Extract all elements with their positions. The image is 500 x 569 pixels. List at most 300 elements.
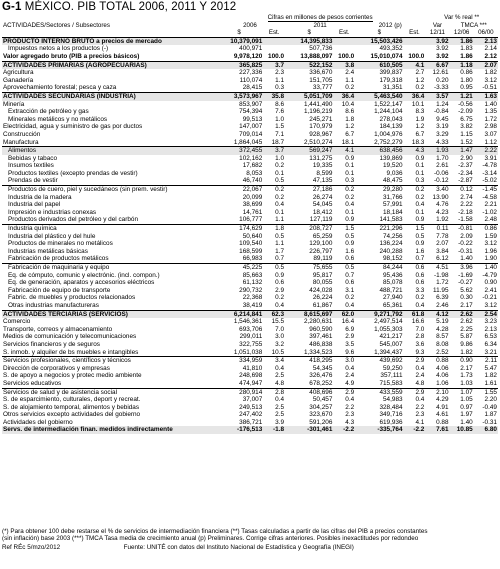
row-rate: 10.85 [450, 426, 474, 434]
table-row [2, 139, 498, 147]
row-rate: 4.28 [436, 325, 449, 333]
row-value: 545,007 [379, 340, 403, 348]
row-rate: 1.92 [425, 216, 449, 224]
row-share: 7.0 [275, 325, 285, 333]
row-rate: 1.21 [450, 92, 474, 100]
row-rate: 0.90 [484, 279, 497, 287]
row-rate: 2.09 [460, 232, 473, 240]
row-rate: -0.12 [425, 177, 449, 185]
table-row [2, 396, 498, 404]
row-value: 170,979 [309, 123, 333, 131]
row-rate: 3.07 [484, 130, 497, 138]
row-rate: 3.12 [474, 302, 498, 310]
row-label: Eq. de cómputo, comunic y electrónic. (incl. compon.) [8, 271, 160, 279]
row-rate: 6.75 [460, 115, 473, 123]
row-rate: 1.70 [436, 154, 449, 162]
row-share: 3.1 [345, 286, 355, 294]
row-value: 27,940 [383, 294, 403, 302]
row-rate: 1.83 [460, 45, 473, 53]
row-label: Industria del plástico y del hule [8, 232, 96, 240]
row-value: 54,345 [312, 364, 333, 372]
row-value: 328,484 [379, 403, 403, 411]
row-rate: 4.06 [436, 372, 449, 380]
row-rate: 9.86 [460, 340, 473, 348]
row-rate: 4.06 [436, 364, 449, 372]
row-share: 1.5 [345, 225, 355, 233]
row-label: PRODUCTO INTERNO BRUTO a precios de mercado [2, 37, 215, 45]
row-value: 2,280,631 [303, 318, 333, 326]
table-row [2, 37, 498, 45]
row-share: 0.2 [275, 193, 285, 201]
row-share: 1.0 [275, 154, 285, 162]
row-value: 1,055,303 [374, 325, 403, 333]
row-rate: 2.07 [474, 61, 498, 69]
row-share: 0.3 [404, 177, 426, 185]
row-share: 1.6 [345, 247, 355, 255]
row-label: Productos textiles (excepto prendas de vestir) [8, 169, 138, 177]
row-share: 1.8 [345, 115, 355, 123]
row-rate: 2.90 [460, 154, 473, 162]
row-share [404, 45, 426, 53]
row-share: 0.2 [275, 186, 285, 194]
row-share: 0.4 [333, 302, 355, 310]
row-value: 610,505 [355, 61, 403, 69]
row-label: Fabricación de maquinaria y equipo [8, 264, 110, 271]
row-rate: 0.86 [460, 69, 473, 77]
row-share: 0.3 [263, 84, 285, 92]
row-rate: -3.33 [425, 84, 449, 92]
footer-source: Fuente: UNITÉ con datos del Instituto Nacional de Estadística y Geografía (INEGI) [123, 543, 354, 551]
row-value: 13,888,097 [285, 53, 333, 61]
row-value: 89,119 [285, 255, 333, 263]
row-label: Bebidas y tabaco [8, 154, 58, 162]
row-share: 0.4 [275, 396, 285, 404]
table-row [2, 365, 498, 373]
row-rate: 1.47 [450, 147, 474, 155]
row-value: 19,335 [312, 162, 333, 170]
row-rate: 5.19 [436, 318, 449, 326]
row-share: 0.7 [404, 255, 426, 263]
row-value: 109,540 [239, 240, 263, 248]
row-rate: 2.22 [474, 147, 498, 155]
table-row [2, 333, 498, 341]
row-rate: 1.97 [460, 411, 473, 419]
row-share: 0.4 [415, 201, 425, 209]
table-row [2, 349, 498, 357]
row-share [333, 45, 355, 53]
row-rate: 2.11 [485, 357, 497, 365]
row-label: Medios de comunicación y telecomunicaciones [3, 333, 137, 341]
row-value: 54,983 [383, 396, 403, 404]
row-value: 421,217 [379, 333, 403, 341]
header-2012: 2012 (p) [378, 21, 402, 29]
row-share: 0.1 [415, 162, 425, 170]
row-label: S. inmob. y alquiler de bs muebles e intangibles [2, 349, 215, 357]
row-label: S. de apoyo a negocios y protec medio ambiente [3, 372, 142, 380]
footer-source-line [2, 544, 498, 551]
row-share: 2.9 [345, 388, 355, 396]
row-share: 2.5 [275, 403, 285, 411]
row-value: 245,271 [309, 115, 333, 123]
row-value: 48,475 [355, 177, 403, 185]
row-rate: 3.21 [474, 349, 498, 357]
row-rate: 0.11 [436, 225, 449, 233]
row-rate: -0.27 [458, 279, 473, 287]
row-share [333, 37, 355, 45]
row-share: 1.7 [275, 247, 285, 255]
row-share: 2.2 [345, 403, 355, 411]
row-value: -335,764 [355, 426, 403, 434]
row-value: 569,247 [285, 147, 333, 155]
row-value: 19,520 [383, 162, 403, 170]
row-value: 326,476 [309, 372, 333, 380]
table-row [2, 388, 498, 396]
row-value: 638,456 [355, 147, 403, 155]
row-label: Minerales metálicos y no metálicos [8, 115, 108, 123]
row-rate: 3.96 [460, 264, 473, 271]
table-row [2, 426, 498, 434]
row-rate: 1.86 [450, 37, 474, 45]
row-share: 0.2 [415, 294, 425, 302]
row-value: 50,457 [312, 396, 333, 404]
table-row [2, 131, 498, 139]
row-value: 715,583 [355, 380, 403, 388]
row-value: 66,983 [215, 255, 263, 263]
row-value: 323,670 [309, 411, 333, 419]
row-rate: 3.92 [425, 37, 449, 45]
row-share: 16.6 [411, 318, 425, 326]
row-rate: 1.24 [436, 100, 449, 108]
row-rate: 1.61 [474, 380, 498, 388]
row-share: 3.7 [263, 147, 285, 155]
row-share: 0.2 [333, 84, 355, 92]
row-share: 1.2 [415, 76, 425, 84]
row-label: Prendas de vestir [2, 177, 215, 185]
row-share: 4.3 [404, 147, 426, 155]
row-label: Dirección de corporativos y empresas [3, 364, 110, 372]
table-row [2, 326, 498, 334]
row-rate: 4.91 [436, 403, 449, 411]
row-value: 18,184 [383, 208, 403, 216]
row-value: 95,817 [312, 271, 333, 279]
row-value: 418,295 [309, 357, 333, 365]
row-share: 0.9 [345, 240, 355, 248]
row-share: 0.4 [275, 201, 285, 209]
row-value: 174,629 [239, 225, 263, 233]
row-share: 16.4 [341, 318, 355, 326]
row-value: 84,244 [383, 264, 403, 271]
row-rate: 1.82 [450, 349, 474, 357]
row-rate: -1.45 [482, 186, 497, 194]
row-value: 15,010,074 [355, 53, 403, 61]
row-label: Fabric. de muebles y productos relacionados [8, 294, 136, 302]
row-value: 2,497,514 [374, 318, 403, 326]
row-share [263, 37, 285, 45]
row-value: 50,640 [242, 232, 263, 240]
row-share: 35.8 [263, 92, 285, 100]
row-value: 168,599 [239, 247, 263, 255]
row-label: Servicios educativos [2, 380, 215, 388]
row-value: 65,361 [355, 302, 403, 310]
row-share: 10.4 [341, 100, 355, 108]
row-rate: 2.62 [460, 318, 473, 326]
row-value: -176,513 [215, 426, 263, 434]
row-value: 8,053 [246, 169, 263, 177]
row-share: 2.5 [275, 411, 285, 419]
row-rate: 4.23 [436, 208, 449, 216]
row-value: 85,078 [383, 279, 403, 287]
row-rate: 0.88 [436, 418, 449, 426]
row-share: 8.6 [345, 108, 355, 116]
row-value: 37,007 [242, 396, 263, 404]
row-value: 8,599 [316, 169, 333, 177]
col-2011-value: $ [285, 29, 333, 37]
row-value: 486,838 [309, 340, 333, 348]
row-value: 33,777 [285, 84, 333, 92]
table-row [2, 194, 498, 202]
row-rate: 2.13 [484, 325, 497, 333]
row-share: 0.1 [415, 169, 425, 177]
row-share: 4.8 [263, 380, 285, 388]
row-share: 4.9 [333, 380, 355, 388]
row-value: 6,214,841 [215, 310, 263, 318]
header-row-3 [2, 29, 498, 37]
row-rate: 0.88 [436, 357, 449, 365]
row-value: 386,721 [239, 418, 263, 426]
row-rate: -0.84 [433, 108, 449, 116]
row-share: 0.9 [275, 271, 285, 279]
row-value: 20,099 [242, 193, 263, 201]
row-value: 247,402 [239, 411, 263, 419]
table-row [2, 186, 498, 194]
row-rate: 1.86 [450, 53, 474, 61]
row-share: 0.6 [415, 264, 425, 271]
row-rate: 3.29 [436, 130, 449, 138]
row-share: 2.3 [415, 411, 425, 419]
row-share: 2.4 [345, 69, 355, 77]
row-value: 1,441,490 [303, 100, 333, 108]
row-label: Otras industrias manufactureras [2, 302, 215, 310]
table-body [2, 37, 498, 434]
row-share: 0.1 [345, 169, 355, 177]
row-share: 0.1 [345, 208, 355, 216]
row-share: 0.2 [415, 193, 425, 201]
row-value: 41,810 [242, 364, 263, 372]
row-value: 208,727 [309, 225, 333, 233]
row-share: 0.2 [345, 294, 355, 302]
row-rate: 8.57 [436, 333, 449, 341]
row-value: 22,368 [242, 294, 263, 302]
row-rate: -0.31 [482, 418, 497, 426]
row-share: 0.2 [275, 162, 285, 170]
row-share: 2.4 [345, 372, 355, 380]
table-row [2, 147, 498, 155]
row-rate: -0.06 [433, 169, 449, 177]
row-value: 9,271,792 [355, 310, 403, 318]
row-label: Servicios financieros y de seguros [3, 340, 100, 348]
row-label: Industria de la madera [8, 193, 72, 201]
row-rate: -1.69 [458, 271, 473, 279]
row-label: Fabricación de equipo de transporte [8, 286, 111, 294]
table-row [2, 419, 498, 427]
row-rate: 1.40 [450, 255, 474, 263]
header-var: Var [432, 21, 443, 29]
row-label: ACTIVIDADES SECUNDARIAS (INDUSTRIA) [2, 92, 215, 100]
row-share: -1.8 [263, 426, 285, 434]
row-label: Servs. de intermediación finan. medidos indirectamente [2, 426, 215, 434]
row-rate: 2.62 [450, 310, 474, 318]
table-row [2, 84, 498, 92]
row-value: 3,573,967 [215, 92, 263, 100]
row-share: 0.5 [263, 177, 285, 185]
row-share: 0.7 [345, 271, 355, 279]
row-share: 100.0 [263, 53, 285, 61]
row-rate: 6.39 [436, 294, 449, 302]
row-rate: 1.52 [450, 139, 474, 147]
row-rate: 4.76 [436, 201, 449, 209]
row-value: 249,513 [239, 403, 263, 411]
row-rate: 0.95 [450, 84, 474, 92]
row-label: Electricidad, agua y suministro de gas por ductos [3, 123, 143, 131]
row-value: 522,152 [285, 61, 333, 69]
row-rate: 0.20 [436, 76, 449, 84]
table-row [2, 116, 498, 124]
row-rate: 9.45 [436, 115, 449, 123]
row-rate: 12.61 [432, 69, 449, 77]
row-value: 928,967 [309, 130, 333, 138]
row-value: 853,907 [239, 100, 263, 108]
row-rate: 1.40 [484, 264, 497, 271]
row-value: 278,043 [379, 115, 403, 123]
row-share: 0.1 [275, 169, 285, 177]
row-share: 9.6 [333, 349, 355, 357]
row-value: 61,867 [285, 302, 333, 310]
row-share: 0.1 [415, 208, 425, 216]
row-value: 179,318 [379, 76, 403, 84]
row-share: 3.7 [263, 61, 285, 69]
row-rate: 4.29 [436, 396, 449, 404]
title-text: MÉXICO. PIB TOTAL 2006, 2011 Y 2012 [24, 1, 237, 13]
row-share: 2.9 [275, 286, 285, 294]
row-label: Impuestos netos a los productos (-) [8, 45, 109, 53]
row-value: 322,755 [239, 340, 263, 348]
row-rate: 0.30 [460, 294, 473, 302]
row-value: 59,250 [383, 364, 403, 372]
col-tmca-12-06: 12/06 [450, 29, 474, 37]
row-value: 22,067 [242, 186, 263, 194]
row-share: 0.4 [275, 364, 285, 372]
row-rate: -2.34 [458, 169, 473, 177]
row-share: 0.7 [263, 255, 285, 263]
table-row [2, 69, 498, 77]
table-row [2, 372, 498, 380]
row-rate: 2.54 [474, 310, 498, 318]
row-value: 227,336 [239, 69, 263, 77]
row-value: 151,705 [309, 76, 333, 84]
row-rate: 2.17 [460, 364, 473, 372]
table-row [2, 216, 498, 224]
row-rate: 3.40 [436, 186, 449, 194]
row-value: 493,352 [379, 45, 403, 53]
row-rate: 1.73 [460, 372, 473, 380]
row-share: 15.5 [271, 318, 285, 326]
row-value: 488,721 [379, 286, 403, 294]
row-share: 1.1 [345, 76, 355, 84]
row-label: S. de esparcimiento, culturales, deport y recreat. [3, 396, 141, 404]
row-value: 439,692 [379, 357, 403, 365]
row-value: 85,663 [242, 271, 263, 279]
row-value: 1,051,038 [215, 349, 263, 357]
row-share: 2.9 [415, 388, 425, 396]
table-row [2, 92, 498, 100]
row-rate: 1.87 [484, 411, 497, 419]
row-value: 127,119 [285, 216, 333, 224]
table-row [2, 404, 498, 412]
row-value: 507,736 [309, 45, 333, 53]
row-value: 31,766 [383, 193, 403, 201]
row-share: 2.5 [275, 372, 285, 380]
row-share: 2.7 [415, 69, 425, 77]
row-share: 2.2 [415, 403, 425, 411]
row-share: 0.5 [275, 232, 285, 240]
row-value: 131,275 [309, 154, 333, 162]
row-value: 709,014 [239, 130, 263, 138]
row-label: Alimentos [2, 147, 215, 155]
row-rate: 2.14 [484, 45, 497, 53]
row-value: 1,394,437 [355, 349, 403, 357]
row-label: Fabricación de productos metálicos [2, 255, 215, 263]
row-label: Valor agregado bruto (PIB a precios básicos) [2, 53, 215, 61]
row-value: 38,699 [242, 201, 263, 209]
row-share: 18.3 [404, 139, 426, 147]
row-value: 304,257 [309, 403, 333, 411]
row-value: 408,696 [309, 388, 333, 396]
row-label: Transporte, correos y almacenamiento [3, 325, 113, 333]
table-row [2, 411, 498, 419]
table-row [2, 380, 498, 388]
row-value: 349,716 [379, 411, 403, 419]
table-row [2, 177, 498, 185]
row-label: ACTIVIDADES PRIMARIAS (AGROPECUARIAS) [2, 61, 215, 69]
table-row [2, 233, 498, 241]
row-share: 0.4 [415, 396, 425, 404]
row-rate: 2.98 [484, 123, 497, 131]
row-share: 1.2 [415, 123, 425, 131]
row-share: 0.4 [415, 364, 425, 372]
table-row [2, 341, 498, 349]
header-activities: ACTIVIDADES/Sectores / Subsectores [3, 21, 110, 29]
table-row [2, 162, 498, 170]
header-row-1: Cifras en millones de pesos corrientes Var % real ** [267, 14, 480, 21]
table-row [2, 255, 498, 263]
row-share: 18.7 [263, 139, 285, 147]
row-value: 27,186 [312, 186, 333, 194]
row-value: 102,162 [239, 154, 263, 162]
row-rate: 2.46 [425, 302, 449, 310]
row-value: 17,682 [242, 162, 263, 170]
row-label: Servicios profesionales, científicos y técnicos [3, 357, 131, 365]
row-share: 1.8 [275, 225, 285, 233]
row-share: 0.6 [345, 279, 355, 287]
row-share: 0.6 [333, 255, 355, 263]
row-value: 106,777 [215, 216, 263, 224]
row-rate: 1.72 [436, 279, 449, 287]
row-share: 4.1 [415, 418, 425, 426]
row-rate: 2.48 [474, 216, 498, 224]
row-rate: 1.18 [450, 61, 474, 69]
row-value: 290,732 [239, 286, 263, 294]
row-share: 1.0 [275, 115, 285, 123]
